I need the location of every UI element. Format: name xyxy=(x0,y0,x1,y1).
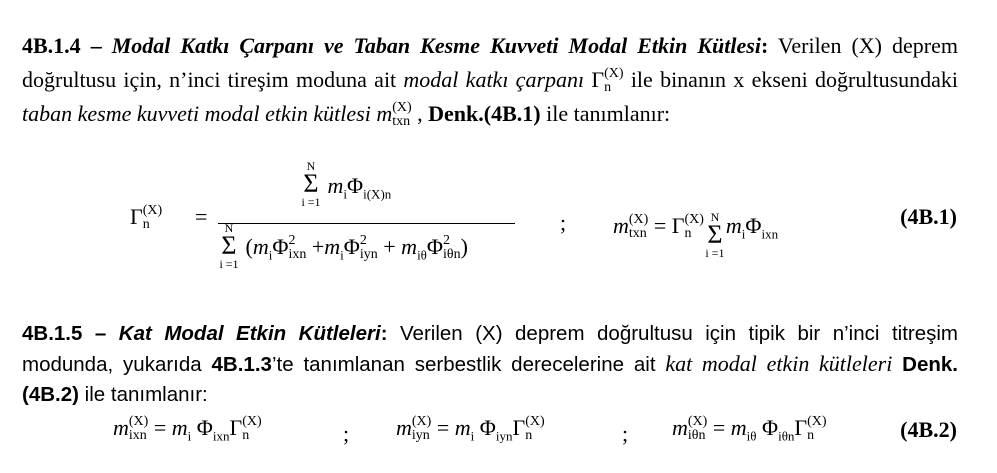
title-colon: : xyxy=(380,322,388,345)
mass-ixn-expression: m (X) ixn = $m_i$ $\Phi_{ixn}\Gamma$ (X) n xyxy=(113,413,262,444)
equation-number-4b1: (4B.1) xyxy=(900,204,957,229)
mass-iyn-expression: m (X) iyn = $m_i$ $\Phi_{iyn}\Gamma$ (X) n xyxy=(396,413,545,444)
section-reference: 4B.1.3 xyxy=(211,353,272,376)
equation-reference: Denk.(4B.2) xyxy=(22,353,958,406)
equation-4b1 xyxy=(0,160,997,290)
equals-sign: = xyxy=(195,204,208,229)
section-number: 4B.1.5 – xyxy=(22,322,107,345)
italic-term: taban kesme kuvveti modal etkin kütlesi xyxy=(22,101,371,126)
body-text: ile binanın x ekseni doğrultusundaki xyxy=(623,67,959,92)
paragraph-modal-participation xyxy=(22,29,958,131)
section-title: Kat Modal Etkin Kütleleri xyxy=(118,322,381,345)
equation-4b2 xyxy=(0,415,997,460)
body-text: Verilen (X) deprem doğrultusu için, n’inci tireşim moduna ait xyxy=(22,33,959,92)
denominator: N Σ i =1 ($m_i\Phi$ 2 ixn $+m_i\Phi$ 2 iyn + $m_{i\theta}\Phi$ 2 iθn ) xyxy=(219,221,468,271)
italic-term: kat modal etkin kütleleri xyxy=(665,351,893,376)
body-text: , xyxy=(411,101,429,126)
paragraph-floor-modal-mass xyxy=(22,319,958,410)
italic-term: modal katkı çarpanı xyxy=(403,67,585,92)
body-text: ile tanımlanır: xyxy=(78,383,208,406)
numerator: N Σ i =1 $m_i\Phi_{i(X)n}$ xyxy=(301,159,392,209)
mass-ithetan-expression: m (X) iθn = $m_{i\theta}$ $\Phi_{i\theta n}\Gamma$ (X) n xyxy=(672,413,827,444)
gamma-lhs: Γ (X) n xyxy=(130,202,163,232)
semicolon: ; xyxy=(343,421,350,446)
equation-number-4b2: (4B.2) xyxy=(900,417,957,442)
section-title: Modal Katkı Çarpanı ve Taban Kesme Kuvveti Modal Etkin Kütlesi xyxy=(111,33,761,58)
semicolon: ; xyxy=(622,421,629,446)
body-text: Verilen (X) deprem doğrultusu için tipik bir n’inci titreşim modunda, yukarıda xyxy=(22,322,958,376)
semicolon: ; xyxy=(560,210,567,235)
body-text: ile tanımlanır: xyxy=(540,101,671,126)
equation-reference: Denk.(4B.1) xyxy=(428,101,541,126)
inline-mass-symbol: m (X) txn xyxy=(376,99,412,129)
section-number: 4B.1.4 – xyxy=(22,33,102,58)
title-colon: : xyxy=(760,33,769,58)
body-text: ’te tanımlanan serbestlik derecelerine ait xyxy=(271,353,666,376)
inline-gamma-symbol: Γ (X) n xyxy=(591,65,624,95)
modal-mass-expression: m (X) txn = Γ (X) n N Σ i =1 $m_i\Phi_{ixn}$ xyxy=(613,210,779,260)
